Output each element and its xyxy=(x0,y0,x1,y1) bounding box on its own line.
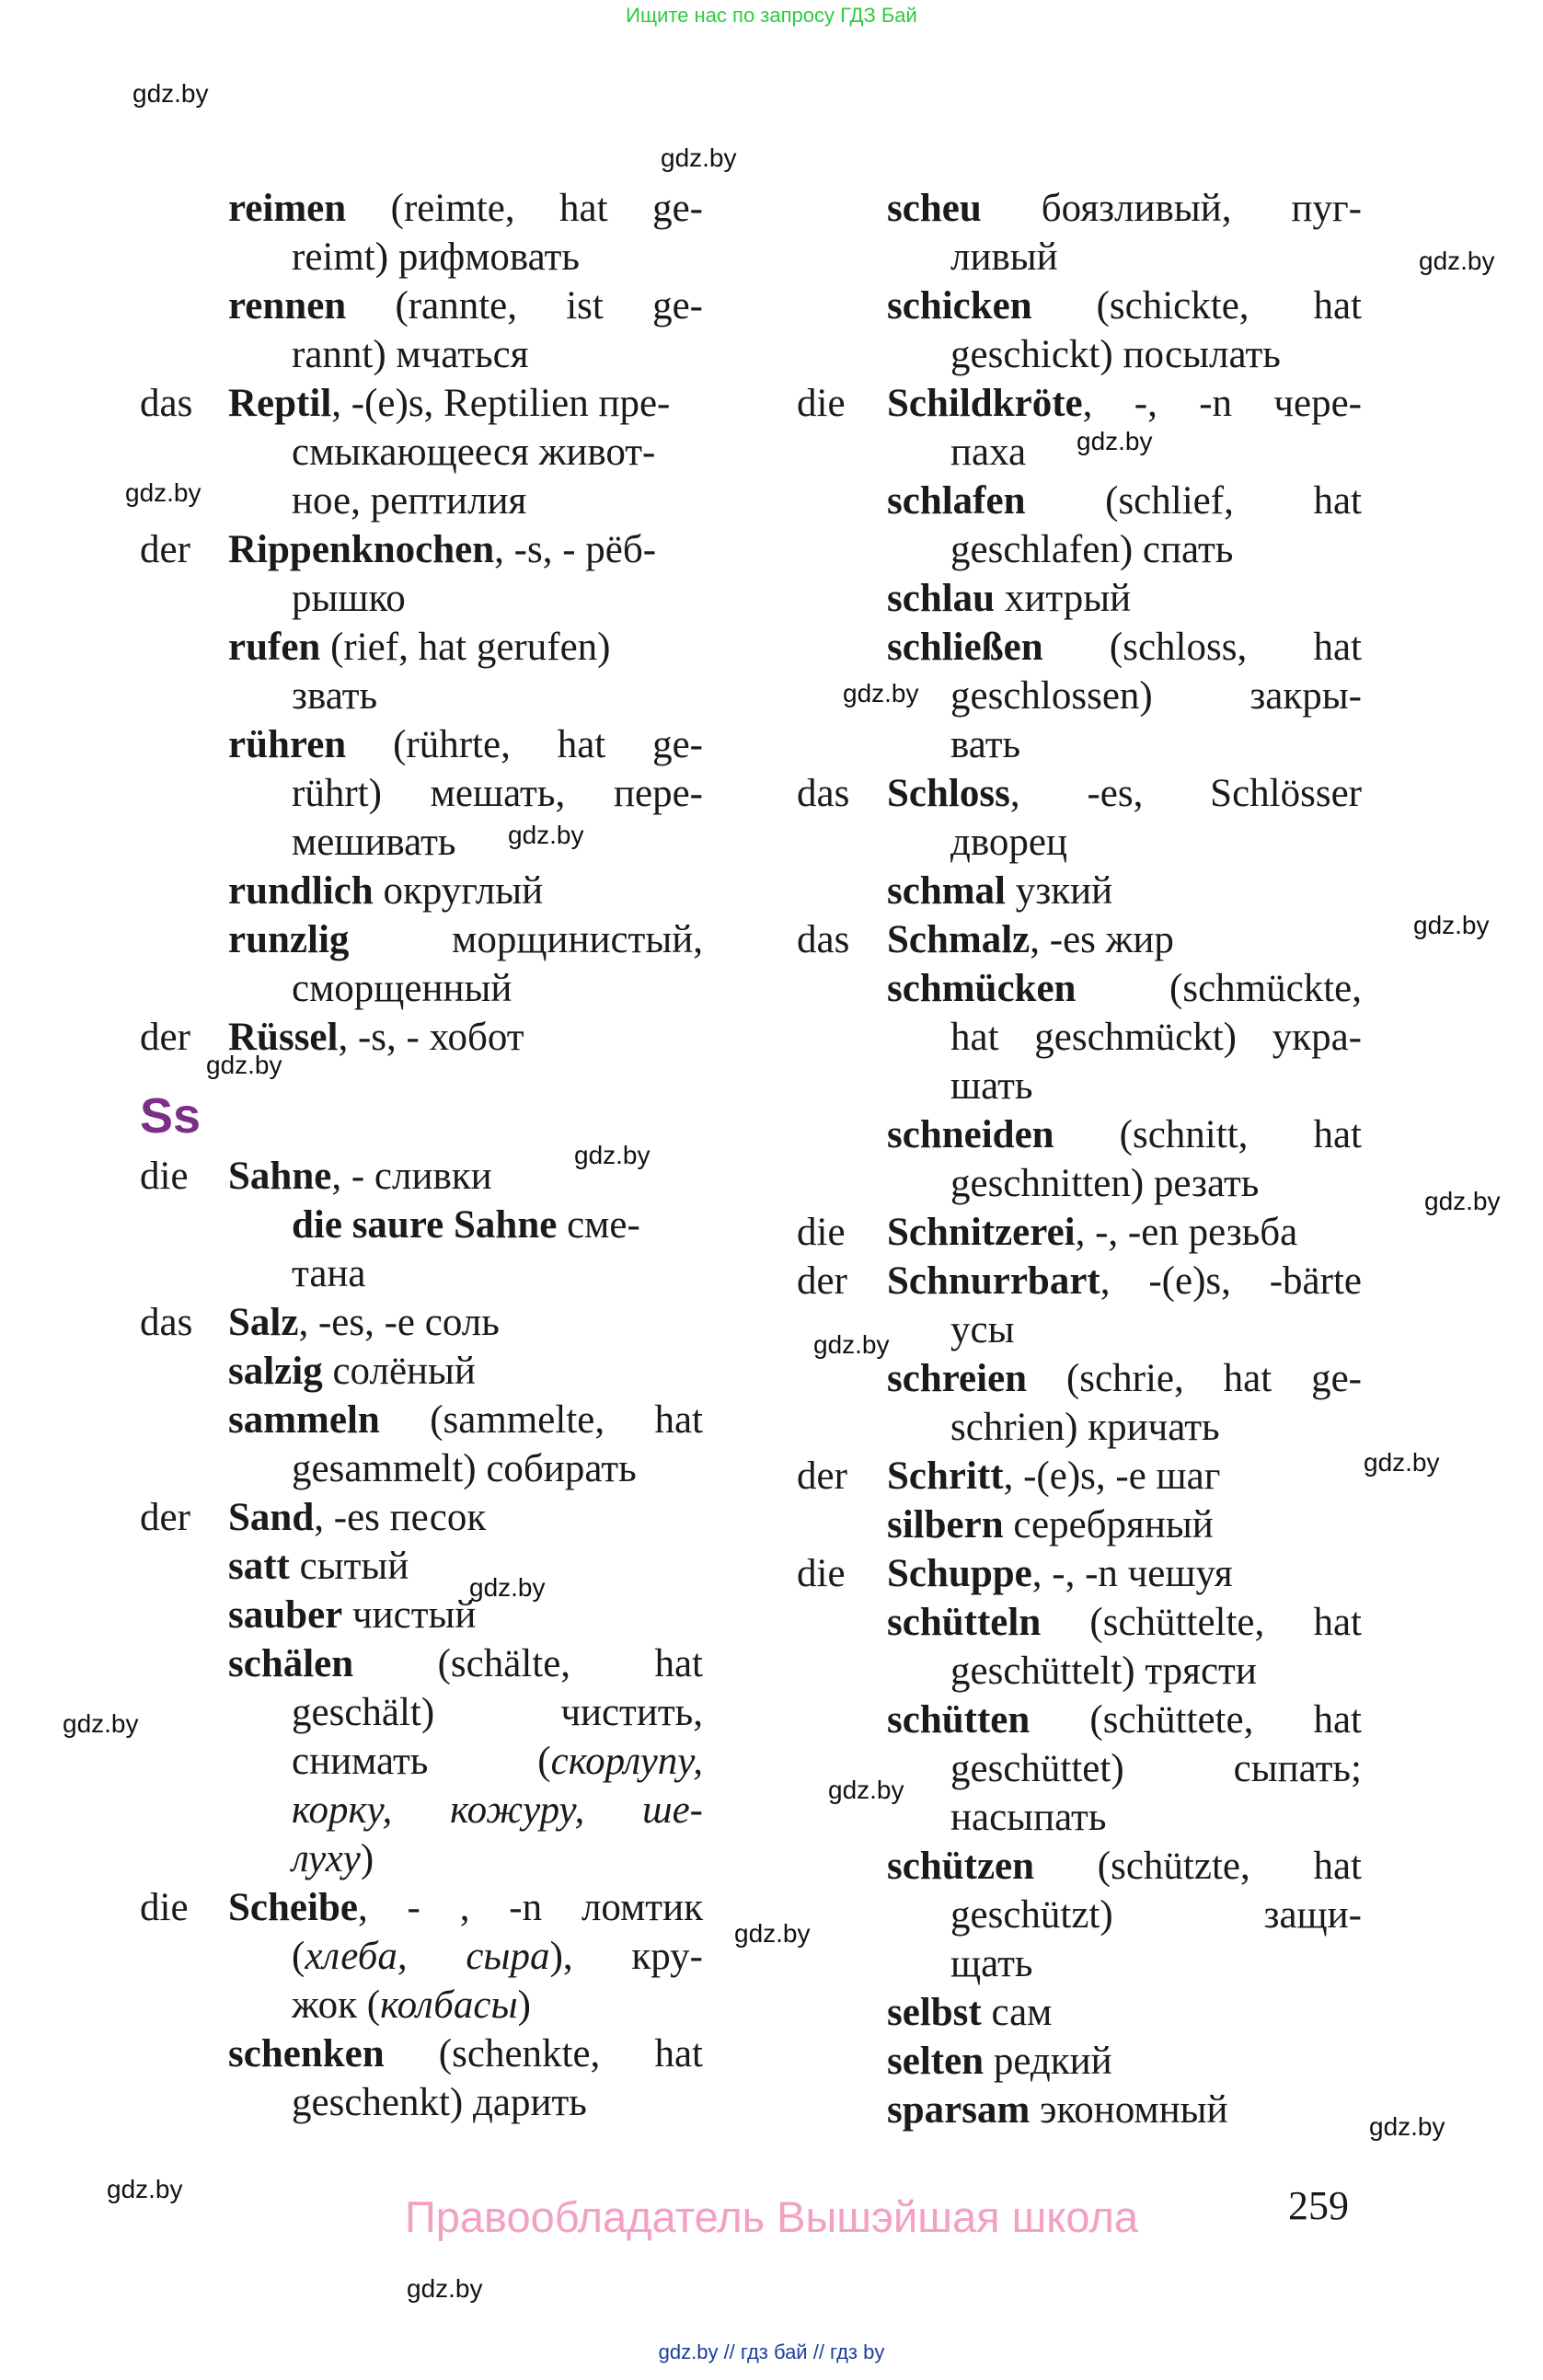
entry-line xyxy=(887,1598,1362,1647)
entry-line xyxy=(887,1500,1362,1549)
headword: Schnitzerei xyxy=(887,1211,1076,1254)
entry-line xyxy=(887,769,1362,818)
definition-text: , - сливки xyxy=(331,1155,492,1198)
definition-text: паха xyxy=(950,431,1027,474)
search-banner: Ищите нас по запросу ГДЗ Бай xyxy=(626,4,917,27)
entry-line xyxy=(887,330,1362,379)
entry-line xyxy=(887,1842,1362,1891)
definition-text: округлый xyxy=(373,869,544,913)
definition-text: мешивать xyxy=(292,821,456,864)
article: das xyxy=(140,382,193,425)
headword: schütten xyxy=(887,1698,1031,1742)
entry-selten xyxy=(0,2037,1362,2086)
entry-line xyxy=(887,1891,1362,1939)
definition-text: (rannte, ist ge- xyxy=(346,284,703,328)
headword: Rippenknochen xyxy=(228,528,495,571)
definition-text: reimt) рифмовать xyxy=(292,236,581,279)
definition-text: тана xyxy=(292,1252,366,1295)
watermark: gdz.by xyxy=(1413,911,1490,939)
definition-text: (schnitt, hat xyxy=(1054,1113,1362,1156)
headword: Sahne xyxy=(228,1155,332,1198)
headword: scheu xyxy=(887,187,982,230)
entry-schutteln xyxy=(0,1598,1362,1696)
definition-text: щать xyxy=(950,1942,1033,1985)
entry-line xyxy=(887,233,1362,282)
entry-sparsam xyxy=(0,2086,1362,2134)
italic-note: скорлупу, xyxy=(550,1740,703,1783)
headword: runzlig xyxy=(228,918,350,961)
definition-text: , -es, -e соль xyxy=(298,1301,500,1344)
definition-text: звать xyxy=(292,674,378,718)
entry-schnitzerei xyxy=(0,1208,1362,1257)
headword: selten xyxy=(887,2040,985,2083)
entry-line xyxy=(887,2037,1362,2086)
definition-text: (schloss, hat xyxy=(1042,626,1362,669)
definition-text: усы xyxy=(950,1308,1015,1351)
definition-text: geschält) чистить, xyxy=(292,1691,703,1734)
entry-schuppe xyxy=(0,1549,1362,1598)
italic-note: луху xyxy=(292,1837,361,1880)
definition-text: , -(e)s, -bärte xyxy=(1100,1259,1362,1303)
headword: die saure Sahne xyxy=(292,1203,558,1247)
entry-schmucken xyxy=(0,964,1362,1110)
watermark: gdz.by xyxy=(661,144,737,172)
entry-line xyxy=(887,1939,1362,1988)
definition-text: рышко xyxy=(292,577,406,620)
watermark: gdz.by xyxy=(1077,427,1153,455)
copyright-notice: Правообладатель Вышэйшая школа xyxy=(404,2192,1139,2241)
definition-text: вать xyxy=(950,723,1021,766)
definition-text: geschützt) защи- xyxy=(950,1893,1362,1937)
article: das xyxy=(797,918,850,961)
article: der xyxy=(140,528,190,571)
definition-text: (schüttete, hat xyxy=(1030,1698,1362,1742)
watermark: gdz.by xyxy=(734,1919,811,1948)
definition-text: , -(e)s, -e шаг xyxy=(1003,1454,1221,1498)
watermark: gdz.by xyxy=(125,478,202,507)
italic-note: колбасы xyxy=(380,1983,518,2027)
definition-text: geschenkt) дарить xyxy=(292,2081,587,2124)
entry-line xyxy=(887,1159,1362,1208)
definition-text: ( xyxy=(292,1935,305,1978)
definition-text: солёный xyxy=(322,1350,476,1393)
definition-text: geschüttet) сыпать; xyxy=(950,1747,1362,1790)
definition-text: , -es, Schlösser xyxy=(1009,772,1362,815)
definition-text: gesammelt) собирать xyxy=(292,1447,637,1490)
watermark: gdz.by xyxy=(132,79,209,108)
article: der xyxy=(797,1259,847,1303)
entry-line xyxy=(887,379,1362,428)
definition-text: хитрый xyxy=(995,577,1132,620)
definition-text: (rührte, hat ge- xyxy=(346,723,703,766)
definition-text: (schickte, hat xyxy=(1031,284,1362,328)
entry-schlau xyxy=(0,574,1362,623)
definition-text: (schlief, hat xyxy=(1025,479,1362,523)
definition-text: дворец xyxy=(950,821,1067,864)
entry-line xyxy=(887,1988,1362,2037)
definition-text: редкий xyxy=(984,2040,1112,2083)
headword: rennen xyxy=(228,284,347,328)
watermark: gdz.by xyxy=(206,1051,282,1079)
article: der xyxy=(140,1496,190,1539)
entry-schmal xyxy=(0,867,1362,915)
entry-line xyxy=(887,1354,1362,1403)
watermark: gdz.by xyxy=(407,2274,483,2303)
entry-line xyxy=(887,1403,1362,1452)
definition-text: (schälte, hat xyxy=(353,1642,703,1685)
entry-selbst xyxy=(0,1988,1362,2037)
definition-text: снимать ( xyxy=(292,1740,551,1783)
headword: rufen xyxy=(228,626,321,669)
entry-line xyxy=(887,1305,1362,1354)
watermark: gdz.by xyxy=(1364,1448,1440,1477)
footer-links[interactable]: gdz.by // гдз бай // гдз by xyxy=(658,2340,885,2363)
watermark: gdz.by xyxy=(469,1573,546,1602)
headword: rundlich xyxy=(228,869,374,913)
article: die xyxy=(797,1552,846,1595)
entry-line xyxy=(887,2086,1362,2134)
entry-line xyxy=(887,477,1362,525)
definition-text: , -s, - рёб- xyxy=(494,528,657,571)
definition-text: узкий xyxy=(1006,869,1113,913)
entry-line xyxy=(887,1110,1362,1159)
entry-schliessen xyxy=(0,623,1362,769)
headword: silbern xyxy=(887,1503,1004,1546)
definition-text: , -, -en резьба xyxy=(1075,1211,1298,1254)
headword: salzig xyxy=(228,1350,323,1393)
definition-text: (sammelte, hat xyxy=(379,1398,703,1442)
definition-text: ное, рептилия xyxy=(292,479,527,523)
watermark: gdz.by xyxy=(1419,247,1495,275)
article: der xyxy=(797,1454,847,1498)
definition-text: экономный xyxy=(1030,2088,1228,2132)
definition-text: geschüttelt) трясти xyxy=(950,1650,1257,1693)
headword: schütteln xyxy=(887,1601,1042,1644)
headword: schlafen xyxy=(887,479,1026,523)
entry-line xyxy=(887,282,1362,330)
article: die xyxy=(140,1886,189,1929)
watermark: gdz.by xyxy=(843,679,919,707)
definition-text: , -es жир xyxy=(1030,918,1174,961)
headword: Reptil xyxy=(228,382,332,425)
entry-schloss xyxy=(0,769,1362,867)
headword: satt xyxy=(228,1545,290,1588)
definition-text: сме- xyxy=(557,1203,640,1247)
entry-schmalz xyxy=(0,915,1362,964)
headword: schließen xyxy=(887,626,1043,669)
definition-text: смыкающееся живот- xyxy=(292,431,656,474)
definition-text: чистый xyxy=(342,1593,477,1637)
entry-line xyxy=(887,818,1362,867)
entry-schreien xyxy=(0,1354,1362,1452)
definition-text: schrien) кричать xyxy=(950,1406,1220,1449)
definition-text: (rief, hat gerufen) xyxy=(320,626,611,669)
entry-line xyxy=(887,915,1362,964)
entry-line xyxy=(887,525,1362,574)
watermark: gdz.by xyxy=(508,821,584,849)
definition-text: , -es песок xyxy=(314,1496,487,1539)
headword: schneiden xyxy=(887,1113,1054,1156)
entry-line xyxy=(887,867,1362,915)
definition-text: (schüttelte, hat xyxy=(1041,1601,1362,1644)
entry-schneiden xyxy=(0,1110,1362,1208)
definition-text: , -, -n чере- xyxy=(1082,382,1362,425)
definition-text: ) xyxy=(517,1983,531,2027)
headword: Scheibe xyxy=(228,1886,358,1929)
entry-scheu xyxy=(0,184,1362,282)
entry-line xyxy=(887,184,1362,233)
headword: rühren xyxy=(228,723,347,766)
headword: sammeln xyxy=(228,1398,380,1442)
article: der xyxy=(140,1016,190,1059)
definition-text: , -, -n чешуя xyxy=(1031,1552,1233,1595)
italic-note: корку, кожуру, ше- xyxy=(292,1788,703,1832)
definition-text: hat geschmückt) укра- xyxy=(950,1016,1362,1059)
entry-line xyxy=(887,428,1362,477)
watermark: gdz.by xyxy=(1424,1187,1501,1215)
definition-text: ), кру- xyxy=(549,1935,703,1978)
page-number: 259 xyxy=(1288,2183,1349,2228)
entry-line xyxy=(887,1744,1362,1793)
headword: Schmalz xyxy=(887,918,1031,961)
entry-schutzen xyxy=(0,1842,1362,1988)
headword: Schritt xyxy=(887,1454,1004,1498)
definition-text: сморщенный xyxy=(292,967,512,1010)
definition-text: rührt) мешать, пере- xyxy=(292,772,703,815)
definition-text: geschickt) посылать xyxy=(950,333,1281,376)
headword: schenken xyxy=(228,2032,385,2075)
entry-line xyxy=(887,1647,1362,1696)
definition-text: rannt) мчаться xyxy=(292,333,529,376)
definition-text: , -(e)s, Reptilien пре- xyxy=(331,382,671,425)
entry-line xyxy=(887,1208,1362,1257)
headword: schlau xyxy=(887,577,996,620)
article: das xyxy=(797,772,850,815)
watermark: gdz.by xyxy=(813,1330,890,1359)
headword: Rüssel xyxy=(228,1016,339,1059)
definition-text: (schützte, hat xyxy=(1034,1845,1362,1888)
article: die xyxy=(797,1211,846,1254)
entry-schnurrbart xyxy=(0,1257,1362,1354)
headword: Sand xyxy=(228,1496,315,1539)
definition-text: (schmückte, xyxy=(1076,967,1362,1010)
definition-text: сам xyxy=(981,1991,1053,2034)
entry-schlafen xyxy=(0,477,1362,574)
entry-line xyxy=(887,1549,1362,1598)
definition-text: geschnitten) резать xyxy=(950,1162,1260,1205)
definition-text: сытый xyxy=(289,1545,409,1588)
headword: Schuppe xyxy=(887,1552,1032,1595)
watermark: gdz.by xyxy=(107,2175,183,2203)
headword: schmal xyxy=(887,869,1006,913)
entry-line xyxy=(887,672,1362,720)
headword: Schildkröte xyxy=(887,382,1083,425)
watermark: gdz.by xyxy=(1369,2112,1445,2141)
definition-text: (schenkte, hat xyxy=(384,2032,703,2075)
watermark: gdz.by xyxy=(574,1141,651,1169)
article: die xyxy=(140,1155,189,1198)
definition-text: geschlossen) закры- xyxy=(950,674,1362,718)
definition-text: , -s, - хобот xyxy=(338,1016,524,1059)
entry-line xyxy=(887,1696,1362,1744)
entry-line xyxy=(887,1452,1362,1500)
headword: sauber xyxy=(228,1593,343,1637)
headword: schützen xyxy=(887,1845,1035,1888)
headword: Schloss xyxy=(887,772,1010,815)
entry-line xyxy=(887,720,1362,769)
definition-text: (reimte, hat ge- xyxy=(346,187,703,230)
entry-line xyxy=(887,574,1362,623)
entry-schritt xyxy=(0,1452,1362,1500)
definition-text: (schrie, hat ge- xyxy=(1027,1357,1362,1400)
entry-line xyxy=(887,1062,1362,1110)
entry-schildkrote xyxy=(0,379,1362,477)
watermark: gdz.by xyxy=(828,1776,904,1804)
headword: Salz xyxy=(228,1301,299,1344)
entry-schicken xyxy=(0,282,1362,379)
definition-text: насыпать xyxy=(950,1796,1107,1839)
article: die xyxy=(797,382,846,425)
entry-silbern xyxy=(0,1500,1362,1549)
headword: schmücken xyxy=(887,967,1077,1010)
definition-text: шать xyxy=(950,1064,1033,1108)
entry-line xyxy=(887,1013,1362,1062)
definition-text: серебряный xyxy=(1003,1503,1214,1546)
headword: schreien xyxy=(887,1357,1028,1400)
entry-schutten xyxy=(0,1696,1362,1842)
definition-text: , - , -n ломтик xyxy=(357,1886,703,1929)
definition-text: ) xyxy=(360,1837,374,1880)
headword: selbst xyxy=(887,1991,982,2034)
headword: Schnurrbart xyxy=(887,1259,1100,1303)
italic-note: хлеба, сыра xyxy=(305,1935,550,1978)
section-letter-heading: Ss xyxy=(140,1088,202,1144)
definition-text: жок ( xyxy=(292,1983,381,2027)
definition-text: ливый xyxy=(950,236,1058,279)
headword: sparsam xyxy=(887,2088,1031,2132)
article: das xyxy=(140,1301,193,1344)
headword: reimen xyxy=(228,187,347,230)
definition-text: боязливый, пуг- xyxy=(981,187,1362,230)
headword: schicken xyxy=(887,284,1032,328)
definition-text: geschlafen) спать xyxy=(950,528,1234,571)
entry-line xyxy=(887,1793,1362,1842)
entry-line xyxy=(887,623,1362,672)
entry-line xyxy=(887,964,1362,1013)
entry-line xyxy=(887,1257,1362,1305)
definition-text: морщинистый, xyxy=(349,918,703,961)
headword: schälen xyxy=(228,1642,354,1685)
watermark: gdz.by xyxy=(63,1709,139,1738)
